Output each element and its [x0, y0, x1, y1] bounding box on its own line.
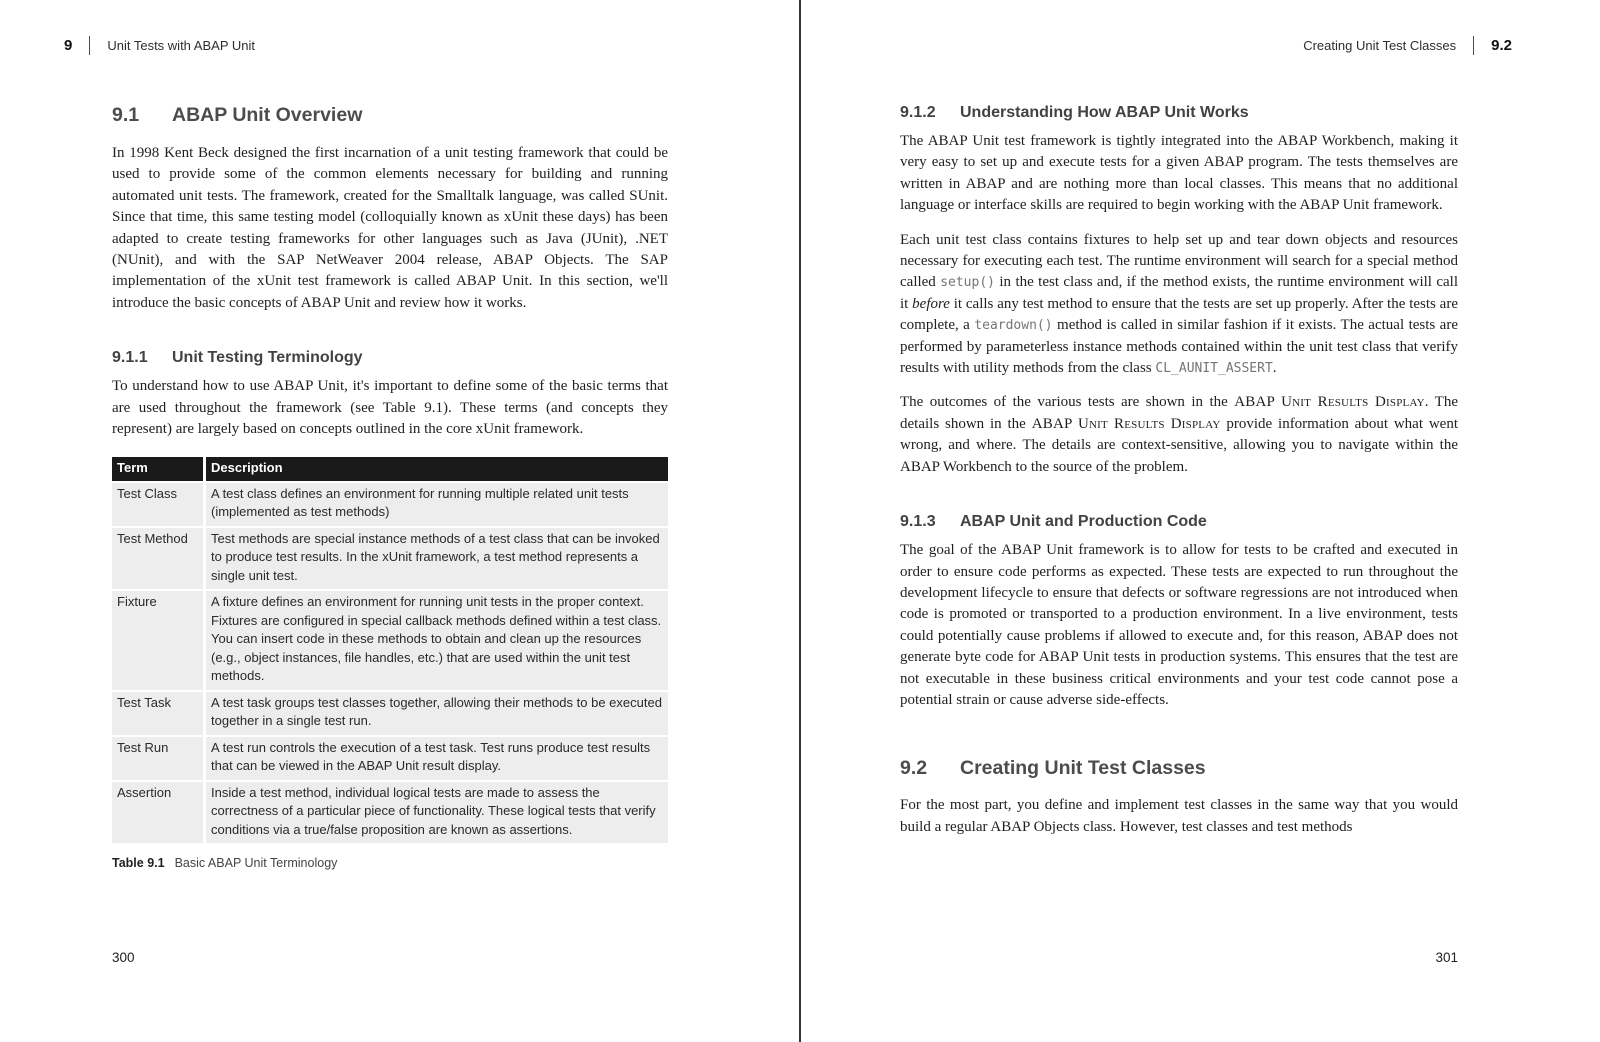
table-row-term: Test Run — [112, 737, 203, 780]
subsection-title: ABAP Unit and Production Code — [960, 513, 1207, 531]
right-page — [801, 0, 1600, 1042]
subsection-title: Understanding How ABAP Unit Works — [960, 104, 1249, 121]
creating-paragraph: For the most part, you define and implement test classes in the same way that you would build a regular ABAP Objects class. However, test classes and test methods — [900, 797, 1458, 835]
paragraph-text: method is called in similar fashion if it exists. The actual tests are performed by parameterless instance methods contained within the unit test class that verify results with utility methods from the class — [900, 317, 1458, 377]
table-row-description: A test class defines an environment for running multiple related unit tests (implemented as test methods) — [206, 483, 668, 526]
paragraph-text: provide information about what went wrong, and where. The details are context-sensitive, allowing you to navigate within the ABAP Workbench to the source of the problem. — [900, 415, 1459, 475]
paragraph-text: in the test class and, if the method exists, the runtime environment will call it — [900, 274, 1458, 312]
section-number: 9.1 — [112, 104, 140, 126]
paragraph-text: The outcomes of the various tests are shown in the — [900, 394, 1235, 411]
table-header-term: Term — [112, 457, 203, 481]
table-row-description: A fixture defines an environment for running unit tests in the proper context. Fixtures are configured in special callback methods defined within a test class. You can insert code in these methods to obtain and clean up the resources (e.g., object instances, file handles, etc.) that are used within the unit test methods. — [206, 591, 668, 690]
running-head-divider — [1473, 36, 1474, 55]
left-page-content — [112, 102, 668, 870]
chapter-number: 9 — [64, 37, 73, 54]
subsection-number: 9.1.1 — [112, 349, 148, 367]
subsection-heading-912 — [900, 102, 1458, 124]
section-number-badge: 9.2 — [1491, 37, 1512, 54]
left-page-number: 300 — [112, 950, 135, 965]
ui-term-results-display: ABAP Unit Results Display — [1234, 394, 1425, 411]
running-head-title: Creating Unit Test Classes — [1303, 38, 1457, 53]
table-row-term: Test Class — [112, 483, 203, 526]
fixtures-paragraph — [900, 230, 1458, 380]
table-caption-label: Table 9.1 — [112, 856, 165, 871]
subsection-heading-911 — [112, 347, 668, 369]
running-head-divider — [89, 36, 90, 55]
subsection-heading-913 — [900, 511, 1458, 533]
workbench-paragraph: The ABAP Unit test framework is tightly integrated into the ABAP Workbench, making it very easy to set up and execute tests for a given ABAP program. The tests themselves are written in ABAP and are nothing more than local classes. This means that no additional language or interface skills are required to begin working with the ABAP Unit framework. — [900, 133, 1458, 214]
paragraph-text: it calls any test method to ensure that the tests are set up properly. After the tests are complete, a — [900, 295, 1458, 334]
production-paragraph: The goal of the ABAP Unit framework is to allow for tests to be crafted and executed in order to ensure code performs as expected. These tests are expected to run throughout the development lifecycle to ensure that defects or software regressions are not introduced when code is promoted or transported to a production environment. In a live environment, tests could potentially cause problems if allowed to execute and, for this reason, ABAP does not generate byte code for ABAP Unit tests in production systems. This ensures that the test are not executable in these business critical environments and your test code cannot pose a potential strain or cause adverse side-effects. — [900, 542, 1458, 708]
table-row-description: Test methods are special instance methods of a test class that can be invoked to produce test results. In the xUnit framework, a test method represents a single unit test. — [206, 528, 668, 590]
section-number: 9.2 — [900, 757, 928, 780]
results-paragraph — [900, 392, 1458, 478]
table-row-term: Assertion — [112, 782, 203, 844]
section-title: ABAP Unit Overview — [172, 104, 363, 126]
table-header-description: Description — [206, 457, 668, 481]
paragraph-text: Each unit test class contains fixtures to help set up and tear down objects and resources necessary for executing each test. The runtime environment will search for a special method called — [900, 231, 1458, 291]
intro-paragraph: In 1998 Kent Beck designed the first incarnation of a unit testing framework that could be used to provide some of the common elements necessary for building and running automated unit tests. The framework, created for the Smalltalk language, was called SUnit. Since that time, this same testing model (colloquially known as xUnit these days) has been adapted to create testing frameworks for other languages such as Java (JUnit), .NET (NUnit), and with the SAP NetWeaver 2004 release, ABAP Objects. The SAP implementation of the xUnit test framework is called ABAP Unit. In this section, we'll introduce the basic concepts of ABAP Unit and review how it works. — [112, 145, 668, 311]
table-row-term: Test Task — [112, 692, 203, 735]
running-head-title: Unit Tests with ABAP Unit — [107, 38, 255, 53]
table-caption-text: Basic ABAP Unit Terminology — [174, 856, 338, 871]
inline-code-class-name: CL_AUNIT_ASSERT — [1155, 361, 1273, 377]
terminology-table — [112, 457, 668, 843]
terminology-paragraph: To understand how to use ABAP Unit, it's important to define some of the basic terms that are used throughout the framework (see Table 9.1). These terms (and concepts they represent) are largely based on concepts outlined in the core xUnit framework. — [112, 378, 668, 438]
ui-term-results-display: ABAP Unit Results Display — [1031, 415, 1221, 432]
section-title: Creating Unit Test Classes — [960, 757, 1206, 780]
inline-code-setup: setup() — [940, 275, 995, 291]
inline-code-teardown: teardown() — [974, 318, 1053, 334]
subsection-number: 9.1.2 — [900, 104, 936, 121]
table-row-term: Test Method — [112, 528, 203, 590]
table-row-description: A test run controls the execution of a test task. Test runs produce test results that can be viewed in the ABAP Unit result display. — [206, 737, 668, 780]
section-heading-91 — [112, 102, 668, 128]
right-running-head — [1303, 36, 1512, 55]
left-running-head — [64, 36, 255, 55]
subsection-title: Unit Testing Terminology — [172, 349, 363, 367]
table-row-term: Fixture — [112, 591, 203, 690]
subsection-number: 9.1.3 — [900, 513, 936, 531]
table-row-description: A test task groups test classes together, allowing their methods to be executed together in a single test run. — [206, 692, 668, 735]
table-row-description: Inside a test method, individual logical tests are made to assess the correctness of a particular piece of functionality. These logical tests that verify conditions via a true/false proposition are known as assertions. — [206, 782, 668, 844]
paragraph-text: . — [1272, 360, 1277, 377]
paragraph-text: . The details shown in the — [900, 394, 1458, 432]
left-page — [0, 0, 799, 1042]
section-heading-92 — [900, 755, 1458, 781]
table-caption — [112, 856, 668, 870]
right-page-number: 301 — [1435, 950, 1458, 965]
emphasized-text: before — [912, 295, 950, 312]
right-page-content — [900, 102, 1458, 851]
